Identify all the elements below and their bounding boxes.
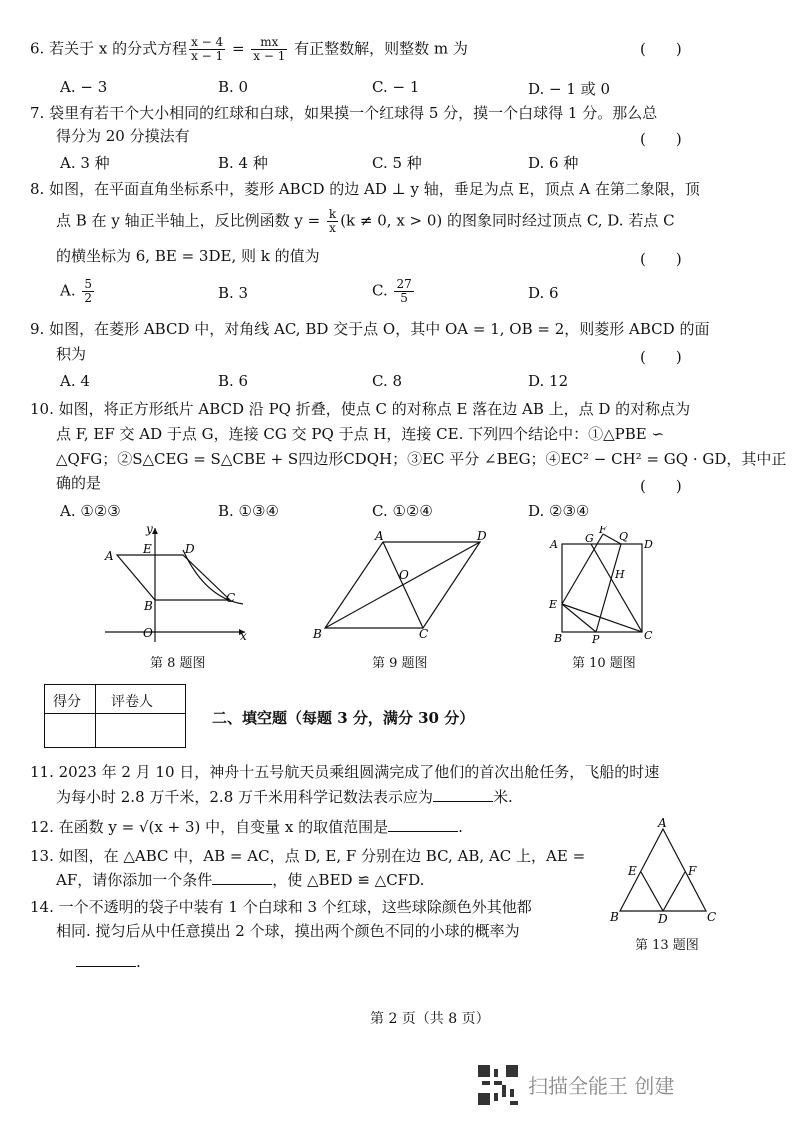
q12-stem: 12. 在函数 y = √(x + 3) 中，自变量 x 的取值范围是 .: [30, 818, 463, 836]
q6-stem: 6. 若关于 x 的分式方程 $\frac{x - 4}{x - 1}$ = $\frac{mx}{x - 1}$ 有正整数解，则整数 m 为: [30, 35, 468, 63]
segment-ed: [641, 872, 663, 911]
segment-ep: [562, 604, 596, 632]
label-a: A: [105, 549, 114, 563]
figure-8: [95, 520, 255, 645]
label-q: Q: [619, 530, 629, 543]
rhombus-abcd: [117, 555, 230, 600]
label-a: A: [658, 816, 667, 830]
q8-line2: 点 B 在 y 轴正半轴上，反比例函数 y = $\frac{k}{x}$ (k ≠ 0, x > 0) 的图象同时经过顶点 C, D. 若点 C: [56, 207, 675, 235]
y-axis-arrow: [152, 528, 158, 534]
figure-9-caption: 第 9 题图: [372, 656, 428, 671]
q10-option-c: C. ①②④: [372, 502, 433, 520]
q8-line1: 8. 如图，在平面直角坐标系中，菱形 ABCD 的边 AD ⊥ y 轴，垂足为点 E，顶点 A 在第二象限，顶: [30, 180, 700, 198]
label-b: B: [610, 910, 619, 924]
q8-option-a: A. $\frac{5}{2}$: [60, 277, 93, 305]
q6-paren: ( ): [640, 40, 682, 58]
figure-13: [608, 815, 723, 925]
q6-option-c: C. − 1: [372, 78, 420, 96]
figure-10-caption: 第 10 题图: [572, 656, 636, 671]
score-table: [44, 684, 186, 748]
q7-paren: ( ): [640, 130, 682, 148]
q8-paren: ( ): [640, 250, 682, 268]
q6-option-a: A. − 3: [60, 78, 108, 96]
label-e: E: [143, 542, 152, 556]
q10-option-d: D. ②③④: [528, 502, 590, 520]
q7-option-a: A. 3 种: [60, 154, 110, 172]
label-c: C: [644, 629, 653, 642]
label-c: C: [707, 910, 717, 924]
q11-line1: 11. 2023 年 2 月 10 日，神舟十五号航天员乘组圆满完成了他们的首次出舱任务，飞船的时速: [30, 763, 660, 781]
q8-option-b: B. 3: [218, 284, 249, 302]
q10-option-a: A. ①②③: [60, 502, 121, 520]
q10-line4: 确的是: [56, 474, 102, 492]
q14-line1: 14. 一个不透明的袋子中装有 1 个白球和 3 个红球，这些球除颜色外其他都: [30, 898, 532, 916]
page-footer: 第 2 页（共 8 页）: [370, 1011, 490, 1027]
q8-option-c: C. $\frac{27}{5}$: [372, 277, 412, 305]
q8-option-d: D. 6: [528, 284, 559, 302]
watermark-text: 扫描全能王 创建: [528, 1074, 675, 1098]
q8-line3: 的横坐标为 6, BE = 3DE, 则 k 的值为: [56, 247, 320, 265]
label-a: A: [550, 538, 558, 551]
q11-line2: 为每小时 2.8 万千米，2.8 万千米用科学记数法表示应为 米.: [56, 788, 513, 806]
label-f: F: [599, 526, 607, 536]
grader-label: 评卷人: [111, 694, 153, 710]
label-d: D: [644, 538, 653, 551]
q9-option-b: B. 6: [218, 372, 249, 390]
label-b: B: [144, 599, 153, 613]
section-title: 二、填空题（每题 3 分，满分 30 分）: [212, 709, 475, 727]
q7-option-d: D. 6 种: [528, 154, 579, 172]
q7-option-c: C. 5 种: [372, 154, 422, 172]
q10-paren: ( ): [640, 477, 682, 495]
figure-10: [545, 526, 665, 646]
label-e: E: [628, 864, 637, 878]
q10-line3: △QFG；②S△CEG = S△CBE + S四边形CDQH；③EC 平分 ∠BEG；④EC² − CH² = GQ · GD，其中正: [56, 450, 787, 468]
label-d: D: [477, 529, 487, 543]
label-c: C: [419, 627, 429, 641]
q10-line1: 10. 如图，将正方形纸片 ABCD 沿 PQ 折叠，使点 C 的对称点 E 落在边 AB 上，点 D 的对称点为: [30, 400, 691, 418]
q10-option-b: B. ①③④: [218, 502, 279, 520]
label-d: D: [658, 912, 668, 925]
label-d: D: [185, 542, 195, 556]
q7-line1: 7. 袋里有若干个大小相同的红球和白球，如果摸一个红球得 5 分，摸一个白球得 1 分。那么总: [30, 104, 658, 122]
q13-line1: 13. 如图，在 △ABC 中，AB = AC，点 D, E, F 分别在边 BC, AB, AC 上，AE =: [30, 847, 586, 865]
q7-option-b: B. 4 种: [218, 154, 268, 172]
q9-option-d: D. 12: [528, 372, 569, 390]
label-h: H: [615, 568, 625, 581]
label-y: y: [146, 522, 153, 536]
q9-paren: ( ): [640, 348, 682, 366]
label-b: B: [313, 627, 322, 641]
q13-line2: AF，请你添加一个条件 ，使 △BED ≌ △CFD.: [56, 871, 425, 889]
square-abcd: [562, 544, 642, 632]
q14-line3: .: [76, 952, 141, 972]
qr-code-icon: [478, 1065, 518, 1105]
label-c: C: [226, 591, 236, 605]
figure-13-caption: 第 13 题图: [635, 938, 699, 953]
q10-line2: 点 F, EF 交 AD 于点 G，连接 CG 交 PQ 于点 H，连接 CE. 下列四个结论中：①△PBE ∽: [56, 425, 665, 443]
q6-option-d: D. − 1 或 0: [528, 80, 610, 98]
score-label: 得分: [53, 694, 81, 710]
segment-cg: [591, 544, 642, 632]
segment-fd: [663, 872, 685, 911]
figure-8-caption: 第 8 题图: [150, 656, 206, 671]
q9-option-a: A. 4: [60, 372, 90, 390]
label-e: E: [549, 598, 558, 611]
label-x: x: [240, 629, 247, 643]
label-b: B: [554, 632, 563, 645]
segment-ce: [562, 604, 642, 632]
label-g: G: [585, 532, 594, 545]
q6-option-b: B. 0: [218, 78, 249, 96]
q9-option-c: C. 8: [372, 372, 403, 390]
diagonal-bd: [325, 542, 480, 628]
label-p: P: [592, 633, 600, 646]
q9-line2: 积为: [56, 345, 87, 363]
fold-line-pq: [596, 544, 621, 632]
label-o: O: [399, 568, 409, 582]
figure-9: [305, 528, 495, 643]
label-a: A: [375, 529, 384, 543]
q14-line2: 相同. 搅匀后从中任意摸出 2 个球，摸出两个颜色不同的小球的概率为: [56, 922, 520, 940]
label-f: F: [688, 864, 697, 878]
label-o: O: [143, 626, 153, 640]
q9-line1: 9. 如图，在菱形 ABCD 中，对角线 AC, BD 交于点 O，其中 OA = 1, OB = 2，则菱形 ABCD 的面: [30, 320, 710, 338]
q7-line2: 得分为 20 分摸法有: [56, 127, 190, 145]
